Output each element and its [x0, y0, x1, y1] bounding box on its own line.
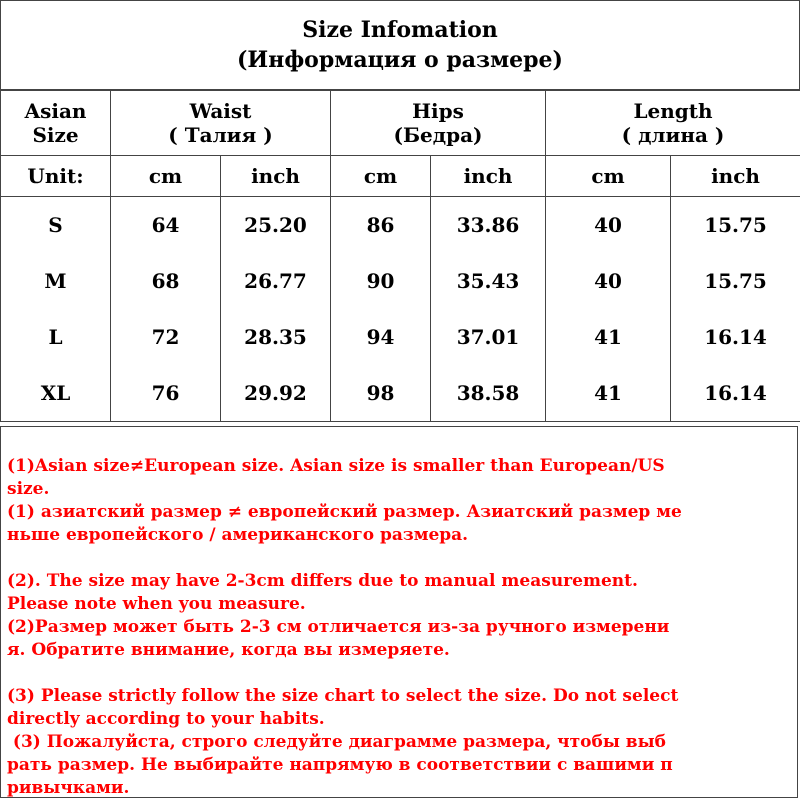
table-cell: 29.92	[221, 365, 331, 422]
table-cell: 72	[111, 309, 221, 365]
note-2-english: (2). The size may have 2-3cm differs due to manual measurement.	[7, 571, 638, 591]
header-hips	[331, 91, 546, 156]
table-cell: 68	[111, 253, 221, 309]
unit-cell: cm	[331, 156, 431, 197]
notes-box	[0, 426, 798, 798]
header-length-line2: ( длина )	[621, 123, 725, 147]
size-cell: L	[1, 309, 111, 365]
header-waist-line1: Waist	[189, 99, 252, 123]
table-cell: 37.01	[431, 309, 546, 365]
table-cell: 25.20	[221, 197, 331, 254]
note-3-russian: рать размер. Не выбирайте напрямую в соответствии с вашими п	[7, 755, 673, 775]
table-cell: 64	[111, 197, 221, 254]
unit-cell: inch	[431, 156, 546, 197]
table-cell: 35.43	[431, 253, 546, 309]
note-3-russian: ривычками.	[7, 778, 130, 798]
table-row	[1, 253, 800, 309]
table-row	[1, 309, 800, 365]
table-row	[1, 197, 800, 254]
table-cell: 76	[111, 365, 221, 422]
table-header-row	[1, 91, 800, 156]
header-asian-size	[1, 91, 111, 156]
unit-cell: cm	[111, 156, 221, 197]
unit-cell: cm	[546, 156, 671, 197]
header-length-line1: Length	[633, 99, 713, 123]
table-cell: 98	[331, 365, 431, 422]
note-3-english: directly according to your habits.	[7, 709, 325, 729]
table-cell: 41	[546, 309, 671, 365]
table-cell: 40	[546, 253, 671, 309]
note-1-english: (1)Asian size≠European size. Asian size is smaller than European/US	[7, 456, 665, 476]
note-spacer	[7, 662, 791, 685]
table-cell: 86	[331, 197, 431, 254]
table-cell: 15.75	[671, 253, 800, 309]
note-2-russian: я. Обратите внимание, когда вы измеряете.	[7, 640, 450, 660]
note-3-russian: (3) Пожалуйста, строго следуйте диаграмме размера, чтобы выб	[7, 732, 666, 752]
header-hips-line2: (Бедра)	[393, 123, 483, 147]
unit-row	[1, 156, 800, 197]
size-cell: XL	[1, 365, 111, 422]
header-waist-line2: ( Талия )	[168, 123, 273, 147]
unit-cell: inch	[671, 156, 800, 197]
title-russian: (Информация о размере)	[237, 47, 563, 73]
table-cell: 41	[546, 365, 671, 422]
title-box	[0, 0, 800, 90]
header-waist	[111, 91, 331, 156]
note-1-russian: ньше европейского / американского размера.	[7, 525, 469, 545]
table-cell: 38.58	[431, 365, 546, 422]
table-cell: 26.77	[221, 253, 331, 309]
size-cell: M	[1, 253, 111, 309]
table-cell: 90	[331, 253, 431, 309]
size-table	[0, 90, 800, 422]
title-english: Size Infomation	[302, 17, 498, 43]
table-cell: 16.14	[671, 365, 800, 422]
note-2-russian: (2)Размер может быть 2-3 см отличается из-за ручного измерени	[7, 617, 670, 637]
size-cell: S	[1, 197, 111, 254]
header-length	[546, 91, 800, 156]
table-cell: 28.35	[221, 309, 331, 365]
note-2-english: Please note when you measure.	[7, 594, 306, 614]
table-row	[1, 365, 800, 422]
table-cell: 33.86	[431, 197, 546, 254]
header-hips-line1: Hips	[412, 99, 464, 123]
note-spacer	[7, 547, 791, 570]
header-asian-line1: Asian	[24, 99, 87, 123]
note-1-russian: (1) азиатский размер ≠ европейский размер. Азиатский размер ме	[7, 502, 682, 522]
note-3-english: (3) Please strictly follow the size chart to select the size. Do not select	[7, 686, 679, 706]
header-asian-line2: Size	[32, 123, 79, 147]
unit-cell: inch	[221, 156, 331, 197]
table-cell: 16.14	[671, 309, 800, 365]
table-cell: 15.75	[671, 197, 800, 254]
unit-cell: Unit:	[1, 156, 111, 197]
table-cell: 94	[331, 309, 431, 365]
note-1-english: size.	[7, 479, 50, 499]
table-cell: 40	[546, 197, 671, 254]
